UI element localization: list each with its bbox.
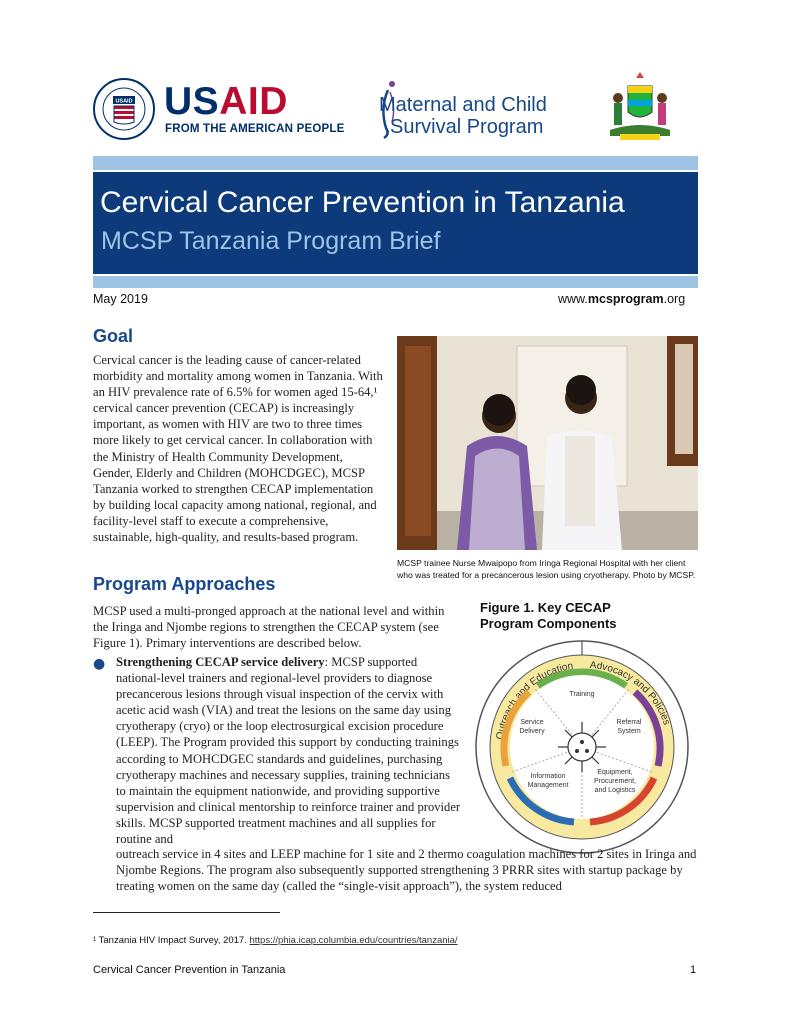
outer-label-outreach: Outreach and Education bbox=[494, 660, 574, 741]
title-band-bottom-stripe bbox=[93, 276, 698, 288]
footnote bbox=[93, 935, 458, 946]
bullet-icon: ● bbox=[93, 656, 106, 672]
website-prefix: www. bbox=[558, 292, 588, 306]
mcsp-name-line-1: Maternal and Child bbox=[379, 94, 547, 116]
figure-title: Figure 1. Key CECAP Program Components bbox=[480, 600, 617, 631]
page-number: 1 bbox=[690, 964, 697, 976]
segment-label-training: Training bbox=[569, 691, 595, 698]
segment-label-referral-2: System bbox=[617, 728, 641, 735]
segment-label-service-2: Delivery bbox=[519, 728, 545, 735]
title-band-top-stripe bbox=[93, 156, 698, 170]
mcsp-name-line-2: Survival Program bbox=[390, 116, 544, 138]
segment-label-equip-3: and Logistics bbox=[594, 787, 636, 794]
page-title: Cervical Cancer Prevention in Tanzania bbox=[100, 186, 625, 219]
cecap-components-diagram bbox=[472, 638, 692, 856]
usaid-wordmark bbox=[164, 82, 288, 121]
goal-heading: Goal bbox=[93, 326, 134, 346]
usaid-word-red: AID bbox=[219, 80, 288, 123]
segment-label-equip-2: Procurement, bbox=[593, 778, 637, 785]
tanzania-coat-of-arms-icon bbox=[606, 72, 674, 142]
footnote-divider bbox=[93, 912, 280, 913]
footnote-text: ¹ Tanzania HIV Impact Survey, 2017. bbox=[93, 935, 250, 946]
footnote-link[interactable]: https://phia.icap.columbia.edu/countries/tanzania/ bbox=[249, 935, 458, 946]
svg-text:USAID: USAID bbox=[115, 98, 133, 105]
bullet-body: : MCSP supported national-level trainers and regional-level providers to diagnose precancerous lesions through visual inspection of the cervix with acetic acid wash (VIA) and treat the lesions on the same day using cryotherapy (cryo) or the loop electrosurgical excision procedure (LEEP). The Program provided this support by conducting trainings according to MOHCDGEC standards and guidelines, purchasing cryotherapy machines and necessary supplies, training technicians to maintain the equipment nationwide, and providing supportive supervision and clinical mentorship to reinforce trainer and provider skills. MCSP supported treatment machines and all supplies for routine and bbox=[116, 655, 461, 847]
website-domain: mcsprogram bbox=[587, 292, 664, 306]
bullet-service-delivery bbox=[116, 654, 461, 847]
center-hub-icon bbox=[568, 733, 596, 761]
program-approaches-heading: Program Approaches bbox=[93, 574, 276, 594]
usaid-seal-logo bbox=[93, 78, 155, 140]
segment-label-info-2: Management bbox=[527, 782, 569, 789]
bullet-continued: outreach service in 4 sites and LEEP machine for 1 site and 2 thermo coagulation machines for 2 sites in Iringa and Njombe Regions. The program also subsequently supported strengthening 3 PRRR sites with startup package by treating women on the same day (called the “single-visit approach”), the system reduced bbox=[116, 847, 697, 894]
page-subtitle: MCSP Tanzania Program Brief bbox=[101, 227, 441, 255]
website-link[interactable] bbox=[558, 292, 685, 306]
footer-title: Cervical Cancer Prevention in Tanzania bbox=[93, 964, 286, 976]
usaid-word-blue: US bbox=[164, 80, 220, 123]
goal-paragraph: Cervical cancer is the leading cause of cancer-related morbidity and mortality among women in Tanzania. With an HIV prevalence rate of 6.5% for women aged 15-64,¹ cervical cancer prevention (CECAP) is increasingly important, as women with HIV are two to three times more likely to get cervical cancer. In collaboration with the Ministry of Health Community Development, Gender, Elderly and Children (MOHCDGEC), MCSP Tanzania worked to strengthen CECAP implementation by building local capacity among national, regional, and facility-level staff to execute a comprehensive, sustainable, high-quality, and results-based program. bbox=[93, 353, 383, 545]
usaid-tagline: FROM THE AMERICAN PEOPLE bbox=[165, 123, 345, 135]
segment-label-referral-1: Referral bbox=[616, 719, 642, 726]
segment-label-service-1: Service bbox=[520, 719, 544, 726]
nurse-and-client-photo bbox=[397, 336, 698, 550]
website-suffix: .org bbox=[663, 292, 686, 306]
outer-label-advocacy: Advocacy and Policies bbox=[589, 659, 672, 727]
publication-date: May 2019 bbox=[93, 292, 148, 306]
photo-caption: MCSP trainee Nurse Mwaipopo from Iringa Regional Hospital with her client who was treated for a precancerous lesion using cryotherapy. Photo by MCSP. bbox=[397, 558, 696, 580]
segment-label-info-1: Information bbox=[530, 773, 566, 780]
segment-label-equip-1: Equipment, bbox=[597, 769, 633, 776]
bullet-heading: Strengthening CECAP service delivery bbox=[116, 655, 325, 669]
program-approaches-intro: MCSP used a multi-pronged approach at the national level and within the Iringa and Njombe regions to strengthen the CECAP system (see Figure 1). Primary interventions are described below. bbox=[93, 604, 445, 651]
